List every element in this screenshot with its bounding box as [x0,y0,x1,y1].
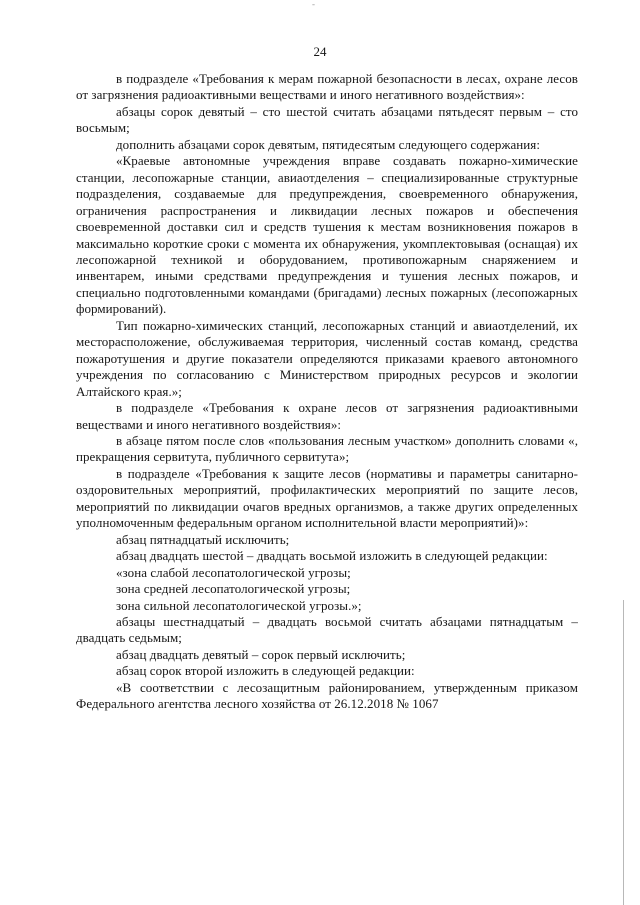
page-number: 24 [313,44,327,59]
paragraph: в абзаце пятом после слов «пользования лесным участком» дополнить словами «, прекращения сервитута, публичного сервитута»; [76,432,578,465]
paragraph: абзац сорок второй изложить в следующей редакции: [116,663,415,679]
paragraph: абзац двадцать девятый – сорок первый исключить; [116,646,406,662]
scan-mark: - [312,0,315,9]
paragraph: абзац пятнадцатый исключить; [116,531,290,547]
paragraph: в подразделе «Требования к охране лесов от загрязнения радиоактивными веществами и иного негативного воздействия»: [76,400,578,432]
paragraph: зона сильной лесопатологической угрозы.»; [116,597,362,613]
paragraph: абзацы сорок девятый – сто шестой считать абзацами пятьдесят первым – сто восьмым; [76,103,578,136]
paragraph: зона средней лесопатологической угрозы; [116,581,351,597]
paragraph: «Краевые автономные учреждения вправе создавать пожарно-химические станции, лесопожарные станции, авиаотделения – специализированные структурные подразделения, создаваемые для предупреждения, своевременного обнаружения, ограничения распространения и ликвидации лесных пожаров и обеспечения своевременной доставки сил и средств тушения к местам возникновения пожаров в максимально короткие сроки с момента их обнаружения, укомплектовывая (оснащая) их лесопожарной техникой и оборудованием, противопожарным снаряжением и инвентарем, иными средствами предупреждения и тушения лесных пожаров, и специально подготовленными командами (бригадами) лесных пожарных (лесопожарных формирований). [76,153,578,317]
paragraph: «В соответствии с лесозащитным районированием, утвержденным приказом Федерального агентства лесного хозяйства от 26.12.2018 № 1067 [76,679,578,712]
paragraph: в подразделе «Требования к мерам пожарной безопасности в лесах, охране лесов от загрязнения радиоактивными веществами и иного негативного воздействия»: [76,71,578,103]
paragraph: «зона слабой лесопатологической угрозы; [116,564,351,580]
paragraph: в подразделе «Требования к защите лесов (нормативы и параметры санитарно-оздоровительных мероприятий, профилактических мероприятий по защите лесов, мероприятий по ликвидации очагов вредных организмов, а также других определенных уполномоченным федеральным органом исполнительной власти мероприятий)»: [76,465,578,531]
paragraph: Тип пожарно-химических станций, лесопожарных станций и авиаотделений, их месторасположение, обслуживаемая территория, численный состав команд, средства пожаротушения и другие показатели определяются приказами краевого автономного учреждения по согласованию с Министерством природных ресурсов и экологии Алтайского края.»; [76,317,578,399]
document-body [76,71,578,713]
paragraph: абзац двадцать шестой – двадцать восьмой изложить в следующей редакции: [116,548,548,564]
paragraph: абзацы шестнадцатый – двадцать восьмой считать абзацами пятнадцатым – двадцать седьмым; [76,613,578,646]
scan-edge-line [623,600,624,905]
paragraph: дополнить абзацами сорок девятым, пятидесятым следующего содержания: [116,136,541,152]
